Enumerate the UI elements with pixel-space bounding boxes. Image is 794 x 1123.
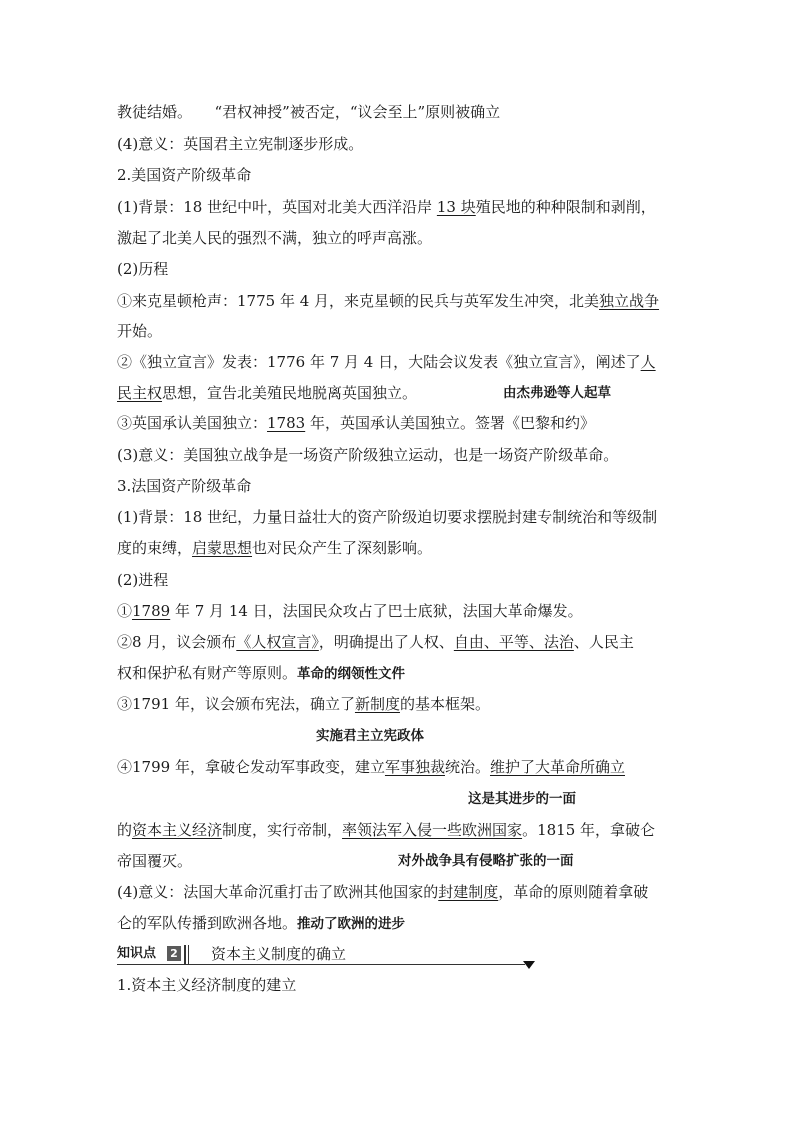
line-text: 权和保护私有财产等原则。 <box>117 664 298 682</box>
annotation-note: 实施君主立宪政体 <box>316 728 424 744</box>
line-text: 殖民地的种种限制和剥削， <box>475 198 656 216</box>
annotation-note: 推动了欧洲的进步 <box>297 916 406 932</box>
line-text: ③1791 年，议会颁布宪法，确立了 <box>117 695 355 713</box>
line-text: 仑的军队传播到欧洲各地。 <box>117 914 298 932</box>
line-text: ① <box>117 602 133 620</box>
line-text: ②8 月，议会颁布 <box>117 633 237 651</box>
text-line <box>117 538 432 558</box>
line-text: 度的束缚， <box>117 539 193 557</box>
annotation-note: 革命的纲领性文件 <box>297 666 406 682</box>
key-term: 民主权 <box>117 384 163 402</box>
text-line <box>117 882 648 902</box>
line-text: 年，英国承认美国独立。签署《巴黎和约》 <box>305 414 595 432</box>
text-line <box>117 228 432 248</box>
line-text: ③英国承认美国独立： <box>117 414 268 432</box>
section-heading <box>117 165 251 185</box>
line-text: 教徒结婚。 “君权神授”被否定，“议会至上”原则被确立 <box>117 103 501 121</box>
line-text: 开始。 <box>117 322 163 340</box>
divider <box>188 945 189 964</box>
line-text: (2)历程 <box>117 260 169 278</box>
text-line <box>117 134 363 154</box>
section-heading <box>117 476 251 496</box>
key-term: 独立战争 <box>599 292 660 310</box>
text-line <box>117 445 618 465</box>
annotation-note: 这是其进步的一面 <box>468 791 576 807</box>
key-term: 人 <box>640 353 656 371</box>
line-text: (4)意义：英国君主立宪制逐步形成。 <box>117 135 364 153</box>
line-text: (1)背景：18 世纪中叶，英国对北美大西洋沿岸 <box>117 198 437 216</box>
line-text: 帝国覆灭。 <box>117 852 193 870</box>
annotation-note: 对外战争具有侵略扩张的一面 <box>398 853 574 869</box>
key-term: 封建制度 <box>438 883 499 901</box>
line-text: 也对民众产生了深刻影响。 <box>252 539 433 557</box>
text-line <box>117 851 192 871</box>
line-text: ，明确提出了人权、 <box>318 633 454 651</box>
text-line <box>117 757 625 777</box>
text-line <box>117 413 595 433</box>
text-line <box>117 570 168 590</box>
line-text: ，革命的原则随着拿破 <box>498 883 649 901</box>
line-text: ④1799 年，拿破仑发动军事政变，建立 <box>117 758 385 776</box>
line-text: (1)背景：18 世纪，力量日益壮大的资产阶级迫切要求摆脱封建专制统治和等级制 <box>117 508 658 526</box>
key-term: 率领法军入侵一些欧洲国家 <box>342 821 523 839</box>
divider <box>184 945 186 964</box>
key-term: 资本主义经济 <box>132 821 223 839</box>
line-text: ①来克星顿枪声：1775 年 4 月，来克星顿的民兵与英军发生冲突，北美 <box>117 292 600 310</box>
line-text: ②《独立宣言》发表：1776 年 7 月 4 日，大陆会议发表《独立宣言》，阐述了 <box>117 353 641 371</box>
key-term: 1783 <box>267 414 306 432</box>
text-line <box>117 632 634 652</box>
text-line <box>117 820 655 840</box>
text-line <box>117 383 417 403</box>
line-text: 3.法国资产阶级革命 <box>117 477 252 495</box>
key-term: 《人权宣言》 <box>236 633 319 651</box>
line-text: 。1815 年，拿破仑 <box>522 821 656 839</box>
text-line <box>117 291 659 311</box>
annotation-note: 由杰弗逊等人起草 <box>503 385 611 401</box>
text-line <box>117 352 656 372</box>
key-term: 1789 <box>132 602 171 620</box>
text-line <box>117 694 490 714</box>
key-term: 新制度 <box>354 695 400 713</box>
text-line <box>117 507 657 527</box>
key-term: 维护了大革命所确立 <box>489 758 625 776</box>
key-term: 13 块 <box>436 198 476 216</box>
line-text: (3)意义：美国独立战争是一场资产阶级独立运动，也是一场资产阶级革命。 <box>117 446 619 464</box>
line-text: 的基本框架。 <box>399 695 490 713</box>
divider <box>117 964 525 965</box>
knowledge-point-header <box>117 944 533 966</box>
text-line <box>117 197 656 217</box>
text-line <box>117 259 168 279</box>
line-text: 、人民主 <box>573 633 634 651</box>
knowledge-point-label: 知识点 <box>117 946 157 961</box>
line-text: 激起了北美人民的强烈不满，独立的呼声高涨。 <box>117 229 433 247</box>
text-line <box>117 321 162 341</box>
key-term: 启蒙思想 <box>192 539 253 557</box>
knowledge-point-title: 资本主义制度的确立 <box>211 945 347 963</box>
text-line <box>117 913 405 934</box>
line-text: 的 <box>117 821 133 839</box>
line-text: (4)意义：法国大革命沉重打击了欧洲其他国家的 <box>117 883 439 901</box>
line-text: 2.美国资产阶级革命 <box>117 166 252 184</box>
line-text: (2)进程 <box>117 571 169 589</box>
line-text: 制度，实行帝制， <box>222 821 343 839</box>
line-text: 思想，宣告北美殖民地脱离英国独立。 <box>162 384 418 402</box>
text-line <box>117 663 405 684</box>
line-text: 统治。 <box>444 758 490 776</box>
triangle-marker-icon <box>523 961 535 969</box>
text-line <box>117 601 583 621</box>
line-text: 1.资本主义经济制度的建立 <box>117 976 297 994</box>
key-term: 自由、平等、法治 <box>453 633 574 651</box>
text-line <box>117 102 500 122</box>
line-text: 年 7 月 14 日，法国民众攻占了巴士底狱，法国大革命爆发。 <box>170 602 583 620</box>
knowledge-point-number: 2 <box>167 946 181 961</box>
key-term: 军事独裁 <box>384 758 445 776</box>
section-heading <box>117 975 296 995</box>
